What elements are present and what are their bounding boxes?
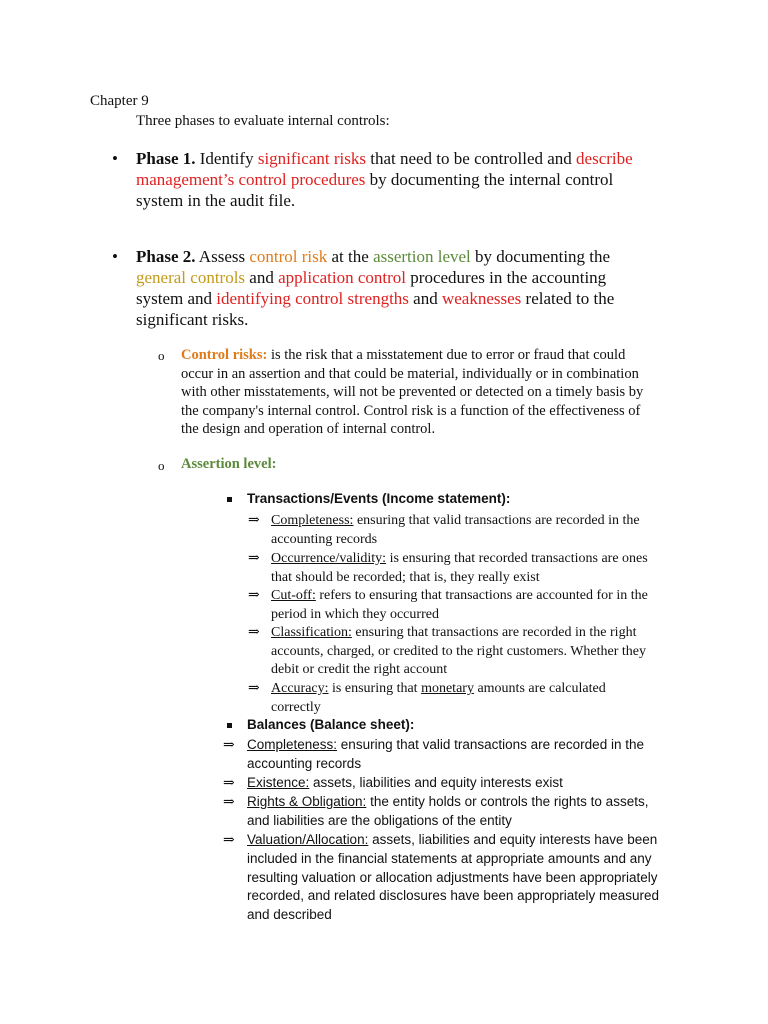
transactions-occurrence: Occurrence/validity: is ensuring that recorded transactions are ones that should be recorded; that is, they really exist [271,551,648,585]
arrow-icon: ⇒ [223,738,235,753]
control-risk-term: Control risks: [181,347,268,363]
balances-rights-obligation: Rights & Obligation: the entity holds or controls the rights to assets, and liabilities are the obligations of the entity [247,794,649,828]
square-bullet-icon [227,497,232,502]
arrow-icon: ⇒ [223,776,235,791]
circle-bullet-icon: o [158,458,165,473]
phase-1-item: • Phase 1. Identify significant risks that need to be controlled and describe management’s control procedures by documenting the internal control system in the audit file. [112,149,633,210]
transactions-accuracy: Accuracy: is ensuring that monetary amounts are calculated correctly [271,681,606,715]
bullet-icon: • [112,247,118,266]
transactions-heading: Transactions/Events (Income statement): [247,491,511,506]
assertion-level-heading: Assertion level: [181,456,277,472]
square-bullet-icon [227,723,232,728]
intro-text: Three phases to evaluate internal controls: [136,113,390,129]
transactions-completeness: Completeness: ensuring that valid transactions are recorded in the accounting records [271,513,640,547]
control-risk-definition: Control risks: is the risk that a misstatement due to error or fraud that could occur in an assertion and that could be material, individually or in combination with other misstatements, will not be prevented or detected on a timely basis by the company's internal control. Control risk is a function of the effectiveness of the design and operation of internal control. [181,347,644,437]
arrow-icon: ⇒ [248,625,260,640]
transactions-cutoff: Cut-off: refers to ensuring that transactions are accounted for in the period in which they occurred [271,588,648,622]
arrow-icon: ⇒ [248,551,260,566]
bullet-icon: • [112,149,118,168]
balances-valuation-allocation: Valuation/Allocation: assets, liabilities and equity interests have been included in the financial statements at appropriate amounts and any resulting valuation or allocation adjustments have been appropriately recorded, and related disclosures have been appropriately measured and described [247,832,660,923]
balances-completeness: Completeness: ensuring that valid transactions are recorded in the accounting records [247,737,644,771]
phase-2-item: • Phase 2. Assess control risk at the assertion level by documenting the general controls and application control procedures in the accounting system and identifying control strengths and weaknesses related to the significant risks. [112,247,615,329]
arrow-icon: ⇒ [248,513,260,528]
circle-bullet-icon: o [158,348,165,363]
phase-1-label: Phase 1. [136,149,196,168]
arrow-icon: ⇒ [223,795,235,810]
arrow-icon: ⇒ [248,588,260,603]
chapter-title: Chapter 9 [90,93,149,109]
phase-2-label: Phase 2. [136,247,196,266]
transactions-classification: Classification: ensuring that transactions are recorded in the right accounts, charged, or credited to the right customers. Whether they debit or credit the right account [271,625,647,677]
arrow-icon: ⇒ [248,681,260,696]
balances-existence: Existence: assets, liabilities and equity interests exist [247,775,563,790]
arrow-icon: ⇒ [223,833,235,848]
balances-heading: Balances (Balance sheet): [247,717,415,732]
